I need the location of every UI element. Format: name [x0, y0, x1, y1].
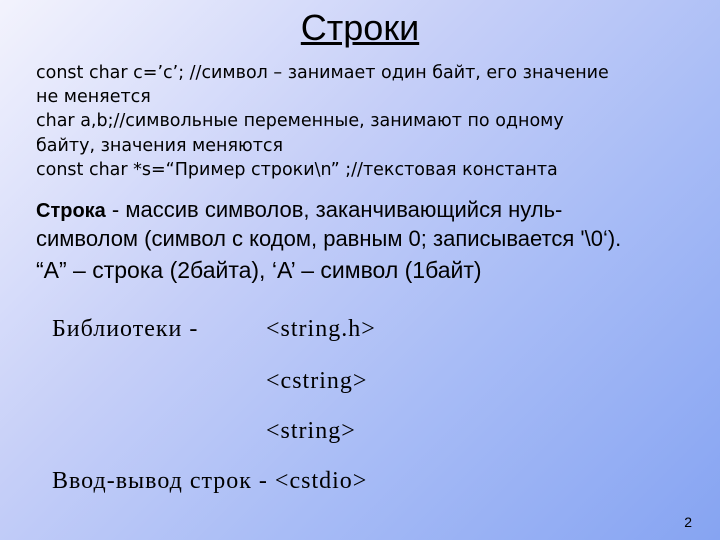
definition-term: Строка: [36, 200, 106, 222]
library-item: [266, 416, 356, 446]
library-name: <string>: [266, 418, 356, 444]
library-item: [266, 366, 367, 396]
code-examples: [36, 61, 706, 182]
definition-line: [36, 196, 706, 225]
libraries-label: [52, 314, 198, 344]
io-library-line: [52, 466, 367, 496]
library-name: <cstring>: [266, 368, 368, 394]
definition-example: “A” – строка (2байта), ‘A’ – символ (1байт): [36, 257, 482, 283]
library-item: [266, 314, 376, 344]
string-definition: [36, 196, 706, 286]
io-library-text: Ввод-вывод строк - <cstdio>: [52, 468, 368, 494]
library-name: <string.h>: [266, 316, 376, 342]
page-number: 2: [684, 514, 692, 530]
code-line: const char c=’c’; //символ – занимает один байт, его значение: [36, 63, 609, 83]
slide-title: Строки: [300, 7, 420, 48]
code-line: char a,b;//символьные переменные, занимают по одному: [36, 111, 564, 132]
code-line: байту, значения меняются: [36, 135, 284, 156]
code-line: не меняется: [36, 87, 151, 108]
definition-text: - массив символов, заканчивающийся нуль-: [105, 197, 563, 222]
definition-line-2: символом (символ с кодом, равным 0; записывается '\0‘).: [36, 226, 622, 251]
libraries-label-text: Библиотеки -: [52, 316, 199, 342]
code-line: const char *s=“Пример строки\n” ;//текстовая константа: [36, 159, 558, 180]
